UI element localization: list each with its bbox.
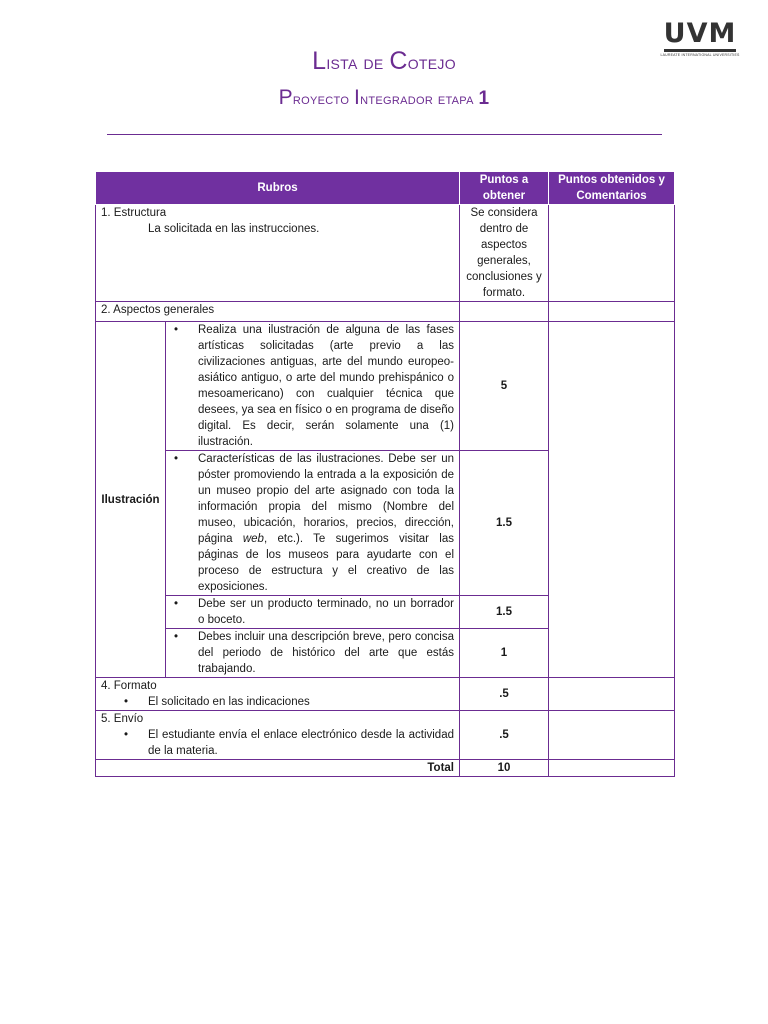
- bullet: •: [174, 453, 179, 465]
- title-rest-1: ista de: [326, 52, 390, 74]
- formato-title: 4. Formato: [101, 680, 157, 692]
- ilustracion-comments[interactable]: [549, 322, 675, 678]
- formato-comments[interactable]: [549, 678, 675, 711]
- item-cell: [166, 596, 460, 629]
- estructura-points: Se considera dentro de aspectos generales, conclusiones y formato.: [460, 205, 549, 302]
- item-cell: [166, 451, 460, 596]
- estructura-title: 1. Estructura: [101, 207, 167, 219]
- item-text-part: Características de las ilustraciones. Debe ser un póster promoviendo la entrada a la exposición de un museo propio del arte asignado con toda la información propia del mismo (Nombre del museo, ubicación, horarios, precios, dirección, página: [198, 453, 454, 545]
- rubric-table: [95, 171, 675, 777]
- item-points: 1.5: [460, 451, 549, 596]
- subtitle-rest-2: ntegrador etapa: [360, 91, 479, 108]
- item-points: 5: [460, 322, 549, 451]
- title-rest-2: otejo: [407, 52, 456, 74]
- envio-points: .5: [460, 711, 549, 760]
- subtitle-rest-1: royecto: [292, 91, 354, 108]
- item-text: Realiza una ilustración de alguna de las fases artísticas solicitadas (arte previo a las civilizaciones antiguas, arte del mundo europeo-asiático antiguo, o arte del mundo prehispánico o mesoamericano) con cualquier técnica que desees, ya sea en físico o en programa de diseño digital. Es decir, serán solamente una (1) ilustración.: [198, 324, 454, 448]
- subtitle-number: 1: [478, 88, 490, 109]
- header-puntos: Puntos a obtener: [460, 172, 549, 205]
- bullet: •: [174, 324, 179, 336]
- item-points: 1: [460, 629, 549, 678]
- aspectos-comments[interactable]: [549, 302, 675, 322]
- row-formato: [96, 678, 675, 711]
- item-points: 1.5: [460, 596, 549, 629]
- title-divider: [107, 134, 662, 135]
- bullet: •: [174, 598, 179, 610]
- formato-text: El solicitado en las indicaciones: [148, 696, 310, 708]
- item-cell: [166, 322, 460, 451]
- bullet: •: [124, 696, 129, 708]
- document-subtitle: [0, 86, 768, 110]
- envio-comments[interactable]: [549, 711, 675, 760]
- envio-cell: [96, 711, 460, 760]
- logo-tagline: LAUREATE INTERNATIONAL UNIVERSITIES: [660, 53, 740, 57]
- item-text: Debe ser un producto terminado, no un borrador o boceto.: [198, 598, 454, 626]
- header-rubros: Rubros: [96, 172, 460, 205]
- item-text: Debes incluir una descripción breve, pero concisa del periodo de histórico del arte que estás trabajando.: [198, 631, 454, 675]
- bullet: •: [174, 631, 179, 643]
- row-aspectos: [96, 302, 675, 322]
- item-cell: [166, 629, 460, 678]
- subtitle-cap-1: P: [278, 86, 293, 109]
- item-text: [198, 451, 454, 595]
- total-comments[interactable]: [549, 760, 675, 777]
- aspectos-title: 2. Aspectos generales: [96, 302, 460, 322]
- item-row: [96, 322, 675, 451]
- estructura-cell: [96, 205, 460, 302]
- formato-cell: [96, 678, 460, 711]
- document-title: [0, 47, 768, 76]
- row-total: [96, 760, 675, 777]
- aspectos-points: [460, 302, 549, 322]
- item-text-emphasis: web: [242, 533, 264, 545]
- estructura-text: La solicitada en las instrucciones.: [148, 223, 320, 235]
- envio-title: 5. Envío: [101, 713, 144, 725]
- envio-text: El estudiante envía el enlace electrónico desde la actividad de la materia.: [148, 729, 454, 757]
- row-envio: [96, 711, 675, 760]
- title-cap-2: C: [389, 47, 408, 75]
- item-text-part: , etc.). Te sugerimos visitar las páginas de los museos para ayudarte con el proceso de estructura y el creativo de las exposiciones.: [198, 533, 455, 593]
- logo-brand: UVM: [663, 18, 737, 49]
- category-ilustracion: Ilustración: [96, 322, 166, 678]
- formato-points: .5: [460, 678, 549, 711]
- header-row: [96, 172, 675, 205]
- total-points: 10: [460, 760, 549, 777]
- estructura-comments[interactable]: [549, 205, 675, 302]
- total-label: Total: [96, 760, 460, 777]
- subtitle-cap-2: I: [353, 86, 361, 109]
- row-estructura: [96, 205, 675, 302]
- title-cap-1: L: [312, 47, 327, 75]
- header-obtenidos: Puntos obtenidos y Comentarios: [549, 172, 675, 205]
- bullet: •: [124, 729, 129, 741]
